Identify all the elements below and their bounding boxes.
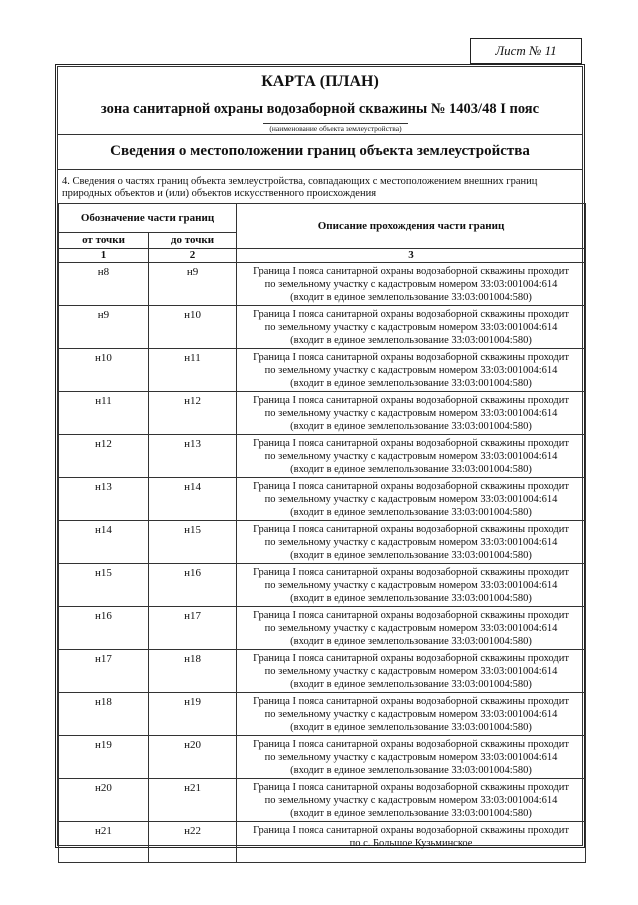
table-row: [59, 306, 586, 349]
description-line: Граница I пояса санитарной охраны водозаборной скважины проходит: [253, 524, 569, 535]
description-line: (входит в единое землепользование 33:03:001004:580): [290, 421, 532, 432]
from-point: н17: [59, 650, 149, 693]
table-row: [59, 822, 586, 863]
description-line: Граница I пояса санитарной охраны водозаборной скважины проходит: [253, 352, 569, 363]
boundary-description: [237, 822, 586, 863]
description-line: (входит в единое землепользование 33:03:001004:580): [290, 335, 532, 346]
from-point: н18: [59, 693, 149, 736]
table-row: [59, 349, 586, 392]
boundary-description: [237, 521, 586, 564]
from-point: н12: [59, 435, 149, 478]
to-header: до точки: [149, 233, 237, 249]
to-point: н17: [149, 607, 237, 650]
group-header: Обозначение части границ: [59, 204, 237, 233]
table-row: [59, 693, 586, 736]
table-row: [59, 779, 586, 822]
description-line: Граница I пояса санитарной охраны водозаборной скважины проходит: [253, 825, 569, 836]
to-point: н9: [149, 263, 237, 306]
to-point: н19: [149, 693, 237, 736]
to-point: н15: [149, 521, 237, 564]
description-line: по земельному участку с кадастровым номером 33:03:001004:614: [264, 623, 558, 634]
divider: [58, 134, 582, 135]
table-row: [59, 392, 586, 435]
description-line: по земельному участку с кадастровым номером 33:03:001004:614: [264, 666, 558, 677]
from-point: н14: [59, 521, 149, 564]
table-row: [59, 478, 586, 521]
from-point: н21: [59, 822, 149, 863]
description-line: (входит в единое землепользование 33:03:001004:580): [290, 507, 532, 518]
boundary-description: [237, 392, 586, 435]
description-line: (входит в единое землепользование 33:03:001004:580): [290, 550, 532, 561]
to-point: н16: [149, 564, 237, 607]
description-line: по земельному участку с кадастровым номером 33:03:001004:614: [264, 494, 558, 505]
to-point: н21: [149, 779, 237, 822]
description-line: по земельному участку с кадастровым номером 33:03:001004:614: [264, 451, 558, 462]
description-line: (входит в единое землепользование 33:03:001004:580): [290, 378, 532, 389]
description-line: по земельному участку с кадастровым номером 33:03:001004:614: [264, 279, 558, 290]
document-subtitle: зона санитарной охраны водозаборной скважины № 1403/48 I пояс: [100, 101, 540, 117]
to-point: н10: [149, 306, 237, 349]
boundary-description: [237, 607, 586, 650]
description-line: по земельному участку с кадастровым номером 33:03:001004:614: [264, 537, 558, 548]
from-point: н13: [59, 478, 149, 521]
description-line: по с. Большое Кузьминское: [349, 838, 473, 849]
description-line: Граница I пояса санитарной охраны водозаборной скважины проходит: [253, 653, 569, 664]
to-point: н20: [149, 736, 237, 779]
object-caption: (наименование объекта землеустройства): [263, 123, 408, 134]
description-line: по земельному участку с кадастровым номером 33:03:001004:614: [264, 795, 558, 806]
from-point: н16: [59, 607, 149, 650]
to-point: н18: [149, 650, 237, 693]
description-line: по земельному участку с кадастровым номером 33:03:001004:614: [264, 365, 558, 376]
desc-header: Описание прохождения части границ: [237, 204, 586, 249]
from-point: н11: [59, 392, 149, 435]
description-line: по земельному участку с кадастровым номером 33:03:001004:614: [264, 408, 558, 419]
col-number: 2: [149, 249, 237, 263]
from-point: н10: [59, 349, 149, 392]
table-row: [59, 564, 586, 607]
col-number: 1: [59, 249, 149, 263]
description-line: Граница I пояса санитарной охраны водозаборной скважины проходит: [253, 438, 569, 449]
boundary-description: [237, 306, 586, 349]
description-line: (входит в единое землепользование 33:03:001004:580): [290, 765, 532, 776]
boundary-description: [237, 435, 586, 478]
section-note: 4. Сведения о частях границ объекта землеустройства, совпадающих с местоположением внешних границ природных объектов и (или) объектов искусственного происхождения: [62, 176, 538, 199]
boundary-description: [237, 564, 586, 607]
sheet-number: Лист № 11: [470, 38, 582, 64]
table-row: [59, 650, 586, 693]
description-line: по земельному участку с кадастровым номером 33:03:001004:614: [264, 322, 558, 333]
description-line: по земельному участку с кадастровым номером 33:03:001004:614: [264, 580, 558, 591]
boundary-description: [237, 478, 586, 521]
description-line: (входит в единое землепользование 33:03:001004:580): [290, 808, 532, 819]
boundary-description: [237, 736, 586, 779]
divider: [58, 169, 582, 170]
from-header: от точки: [59, 233, 149, 249]
table-row: [59, 521, 586, 564]
description-line: Граница I пояса санитарной охраны водозаборной скважины проходит: [253, 266, 569, 277]
description-line: (входит в единое землепользование 33:03:001004:580): [290, 292, 532, 303]
from-point: н15: [59, 564, 149, 607]
description-line: Граница I пояса санитарной охраны водозаборной скважины проходит: [253, 739, 569, 750]
description-line: по земельному участку с кадастровым номером 33:03:001004:614: [264, 709, 558, 720]
description-line: по земельному участку с кадастровым номером 33:03:001004:614: [264, 752, 558, 763]
from-point: н8: [59, 263, 149, 306]
from-point: н9: [59, 306, 149, 349]
description-line: Граница I пояса санитарной охраны водозаборной скважины проходит: [253, 309, 569, 320]
table-row: [59, 435, 586, 478]
document-frame-inner: [57, 66, 583, 849]
table-row: [59, 607, 586, 650]
boundary-description: [237, 650, 586, 693]
description-line: Граница I пояса санитарной охраны водозаборной скважины проходит: [253, 481, 569, 492]
description-line: (входит в единое землепользование 33:03:001004:580): [290, 636, 532, 647]
to-point: н13: [149, 435, 237, 478]
to-point: н14: [149, 478, 237, 521]
boundary-description: [237, 693, 586, 736]
to-point: н11: [149, 349, 237, 392]
description-line: Граница I пояса санитарной охраны водозаборной скважины проходит: [253, 610, 569, 621]
section-title: Сведения о местоположении границ объекта землеустройства: [110, 143, 530, 159]
description-line: Граница I пояса санитарной охраны водозаборной скважины проходит: [253, 696, 569, 707]
description-line: Граница I пояса санитарной охраны водозаборной скважины проходит: [253, 567, 569, 578]
boundary-table: [58, 203, 586, 863]
document-frame: [55, 64, 585, 848]
description-line: Граница I пояса санитарной охраны водозаборной скважины проходит: [253, 782, 569, 793]
table-row: [59, 263, 586, 306]
to-point: н12: [149, 392, 237, 435]
description-line: (входит в единое землепользование 33:03:001004:580): [290, 679, 532, 690]
document-title: КАРТА (ПЛАН): [261, 73, 379, 90]
description-line: (входит в единое землепользование 33:03:001004:580): [290, 722, 532, 733]
from-point: н20: [59, 779, 149, 822]
boundary-description: [237, 349, 586, 392]
boundary-description: [237, 779, 586, 822]
description-line: (входит в единое землепользование 33:03:001004:580): [290, 464, 532, 475]
description-line: (входит в единое землепользование 33:03:001004:580): [290, 593, 532, 604]
boundary-description: [237, 263, 586, 306]
description-line: Граница I пояса санитарной охраны водозаборной скважины проходит: [253, 395, 569, 406]
col-number: 3: [237, 249, 586, 263]
table-row: [59, 736, 586, 779]
from-point: н19: [59, 736, 149, 779]
to-point: н22: [149, 822, 237, 863]
